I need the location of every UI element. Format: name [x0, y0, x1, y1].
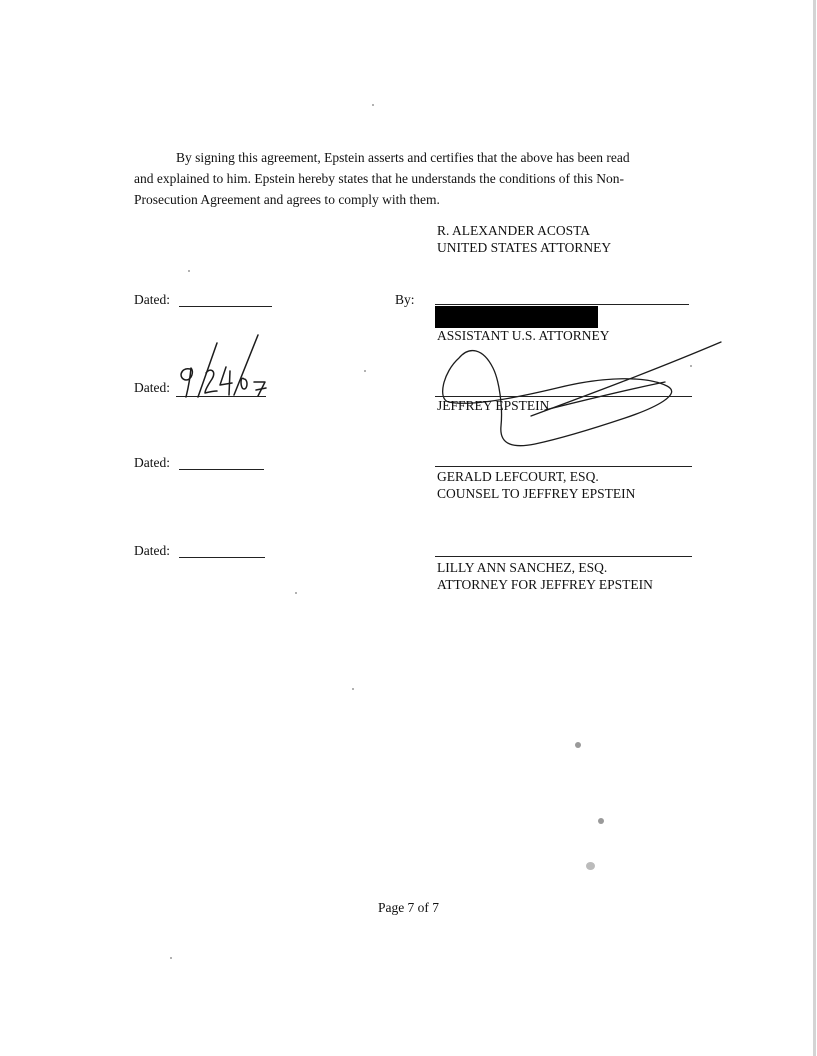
scan-speck: [575, 742, 581, 748]
signature-line: [435, 466, 692, 467]
dated-label: Dated:: [134, 380, 170, 395]
scan-speck: [372, 104, 374, 106]
dated-label: Dated:: [134, 543, 170, 558]
date-line: [179, 557, 265, 558]
page-number: Page 7 of 7: [377, 900, 440, 915]
signer-title: ASSISTANT U.S. ATTORNEY: [437, 328, 610, 343]
page-edge-shadow: [813, 0, 816, 1056]
us-attorney-title: UNITED STATES ATTORNEY: [437, 240, 612, 255]
scan-speck: [352, 688, 354, 690]
dated-label: Dated:: [134, 455, 170, 470]
signature-line: [435, 556, 692, 557]
signer-name: JEFFREY EPSTEIN: [437, 398, 550, 413]
redaction-box: [435, 306, 598, 328]
scan-speck: [170, 957, 172, 959]
scan-speck: [598, 818, 604, 824]
date-line: [179, 469, 264, 470]
signer-name: LILLY ANN SANCHEZ, ESQ.: [437, 560, 608, 575]
signature-line: [435, 396, 692, 397]
signature-scribble: [435, 330, 735, 455]
scan-speck: [188, 270, 190, 272]
paragraph-line: and explained to him. Epstein hereby states that he understands the conditions of this Non-: [134, 171, 625, 186]
signer-title: ATTORNEY FOR JEFFREY EPSTEIN: [437, 577, 653, 592]
us-attorney-name: R. ALEXANDER ACOSTA: [437, 223, 591, 238]
paragraph-line: Prosecution Agreement and agrees to comply with them.: [134, 192, 440, 207]
signature-line: [435, 304, 689, 305]
date-line: [179, 306, 272, 307]
handwritten-date-9-24-07: [176, 335, 286, 405]
agreement-paragraph: [134, 147, 704, 210]
paragraph-line: By signing this agreement, Epstein asserts and certifies that the above has been read: [176, 150, 630, 165]
dated-label: Dated:: [134, 292, 170, 307]
signer-name: GERALD LEFCOURT, ESQ.: [437, 469, 599, 484]
by-label: By:: [395, 292, 415, 307]
scan-speck: [364, 370, 366, 372]
scan-speck: [295, 592, 297, 594]
scan-speck: [586, 862, 595, 870]
signer-title: COUNSEL TO JEFFREY EPSTEIN: [437, 486, 636, 501]
